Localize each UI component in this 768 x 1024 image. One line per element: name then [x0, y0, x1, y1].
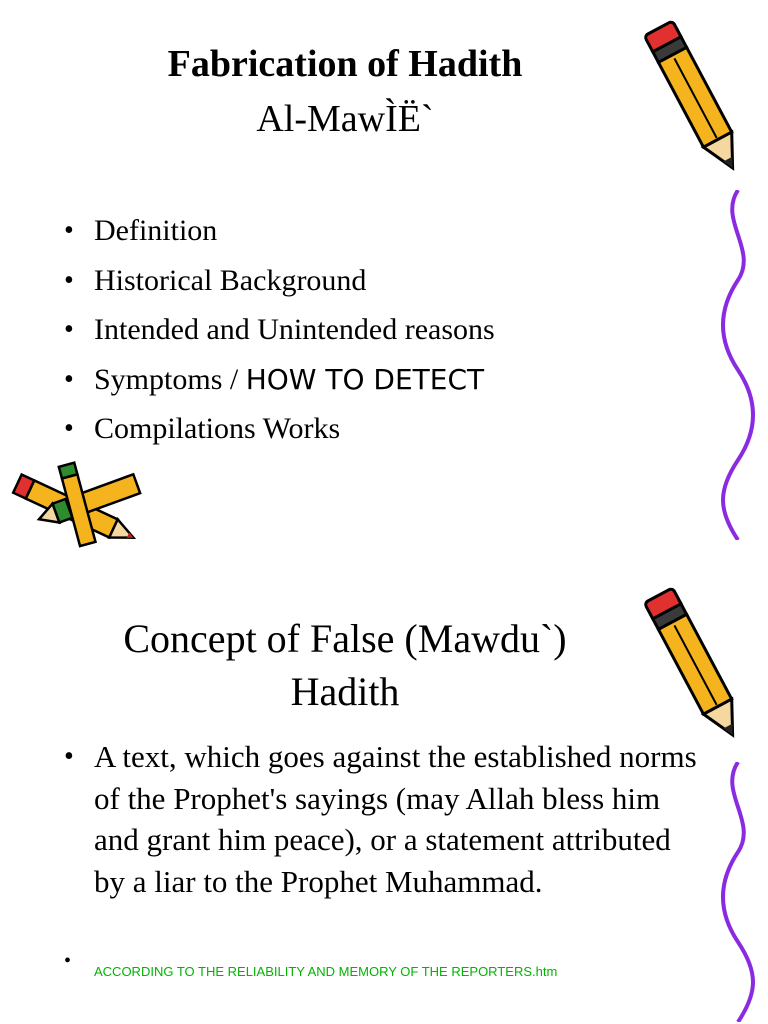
reliability-link[interactable]: ACCORDING TO THE RELIABILITY AND MEMORY OF THE REPORTERS.htm: [94, 964, 558, 979]
slide-2-title-line-2: Hadith: [290, 669, 400, 714]
slide-2: [0, 512, 768, 1024]
wavy-line-icon: [708, 190, 768, 540]
bullet-marker-small: •: [64, 950, 72, 972]
bullet-historical-background: • Historical Background: [62, 256, 495, 306]
bullet-marker: •: [64, 741, 74, 772]
bullet-symptoms: [62, 355, 495, 405]
slide-2-paragraph: [62, 736, 702, 902]
bullet-compilations: • Compilations Works: [62, 404, 495, 454]
bullet-reasons: • Intended and Unintended reasons: [62, 305, 495, 355]
slide-1-title: Fabrication of Hadith: [167, 43, 523, 85]
slide-2-title: [40, 612, 650, 718]
slide-1-bullet-list: [62, 206, 495, 454]
slide-1-subtitle: Al-MawÌË`: [256, 98, 434, 140]
bullet-how-to-detect: HOW TO DETECT: [245, 362, 485, 396]
bullet-definition: • Definition: [62, 206, 495, 256]
pencil-icon: [640, 572, 750, 752]
pencil-icon: [640, 5, 750, 185]
paragraph-text: A text, which goes against the established norms of the Prophet's sayings (may Allah bless him and grant him peace), or a statement attributed by a liar to the Prophet Muhammad.: [94, 739, 697, 899]
bullet-symptoms-text: Symptoms /: [94, 362, 246, 396]
slide-2-title-line-1: Concept of False (Mawdu`): [123, 616, 567, 661]
wavy-line-icon: [708, 762, 768, 1022]
